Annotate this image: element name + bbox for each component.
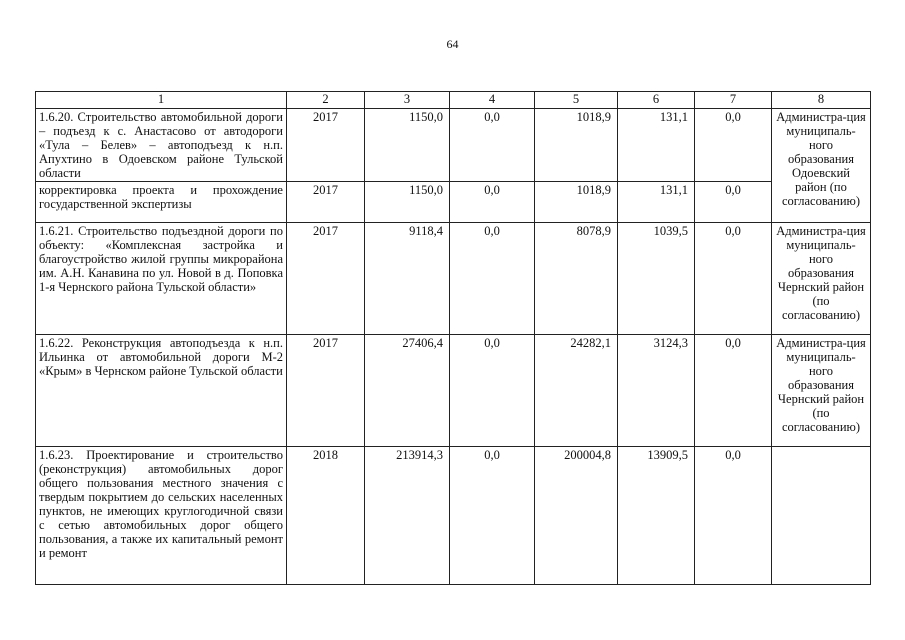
- row-col3: 27406,4: [365, 335, 450, 447]
- header-cell-4: 4: [450, 92, 535, 109]
- row-col5: 200004,8: [535, 447, 618, 585]
- table-row: [36, 447, 871, 585]
- row-col6: 3124,3: [618, 335, 695, 447]
- row-col3: 9118,4: [365, 223, 450, 335]
- row-year: 2017: [287, 109, 365, 182]
- row-description: корректировка проекта и прохождение государственной экспертизы: [36, 182, 287, 223]
- row-col5: 1018,9: [535, 109, 618, 182]
- row-col4: 0,0: [450, 109, 535, 182]
- row-col6: 1039,5: [618, 223, 695, 335]
- header-cell-3: 3: [365, 92, 450, 109]
- row-col4: 0,0: [450, 223, 535, 335]
- row-description: 1.6.22. Реконструкция автоподъезда к н.п. Ильинка от автомобильной дороги М-2 «Крым» в Чернском районе Тульской области: [36, 335, 287, 447]
- row-administration: Администра-ция муниципаль-ного образования Чернский район (по согласованию): [772, 335, 871, 447]
- table-row: [36, 335, 871, 447]
- header-row: [36, 92, 871, 109]
- row-col6: 13909,5: [618, 447, 695, 585]
- row-col6: 131,1: [618, 182, 695, 223]
- header-cell-7: 7: [695, 92, 772, 109]
- header-cell-2: 2: [287, 92, 365, 109]
- row-col7: 0,0: [695, 109, 772, 182]
- row-col7: 0,0: [695, 223, 772, 335]
- row-col6: 131,1: [618, 109, 695, 182]
- header-cell-5: 5: [535, 92, 618, 109]
- header-cell-6: 6: [618, 92, 695, 109]
- row-col7: 0,0: [695, 335, 772, 447]
- row-col3: 1150,0: [365, 182, 450, 223]
- row-administration: [772, 447, 871, 585]
- row-description: 1.6.21. Строительство подъездной дороги по объекту: «Комплексная застройка и благоустройство жилой группы микрорайона им. А.Н. Канавина по ул. Новой в д. Поповка 1-я Чернского района Тульской области»: [36, 223, 287, 335]
- row-col4: 0,0: [450, 182, 535, 223]
- row-year: 2017: [287, 182, 365, 223]
- row-col7: 0,0: [695, 182, 772, 223]
- row-administration: Администра-ция муниципаль-ного образования Одоевский район (по согласованию): [772, 109, 871, 223]
- row-year: 2017: [287, 223, 365, 335]
- header-cell-1: 1: [36, 92, 287, 109]
- row-year: 2017: [287, 335, 365, 447]
- row-description: 1.6.20. Строительство автомобильной дороги – подъезд к с. Анастасово от автодороги «Тула – Белев» – автоподъезд к н.п. Апухтино в Одоевском районе Тульской области: [36, 109, 287, 182]
- row-col4: 0,0: [450, 447, 535, 585]
- row-administration: Администра-ция муниципаль-ного образования Чернский район (по согласованию): [772, 223, 871, 335]
- row-col5: 8078,9: [535, 223, 618, 335]
- table-row: [36, 223, 871, 335]
- row-col3: 1150,0: [365, 109, 450, 182]
- row-col5: 1018,9: [535, 182, 618, 223]
- row-col3: 213914,3: [365, 447, 450, 585]
- budget-table: [35, 91, 871, 585]
- table-row: [36, 182, 871, 223]
- row-col4: 0,0: [450, 335, 535, 447]
- row-col7: 0,0: [695, 447, 772, 585]
- row-year: 2018: [287, 447, 365, 585]
- header-cell-8: 8: [772, 92, 871, 109]
- row-description: 1.6.23. Проектирование и строительство (реконструкция) автомобильных дорог общего пользования местного значения с твердым покрытием до сельских населенных пунктов, не имеющих круглогодичной связи с сетью автомобильных дорог общего пользования, а также их капитальный ремонт и ремонт: [36, 447, 287, 585]
- row-col5: 24282,1: [535, 335, 618, 447]
- table-row: [36, 109, 871, 182]
- page-number: 64: [446, 37, 459, 51]
